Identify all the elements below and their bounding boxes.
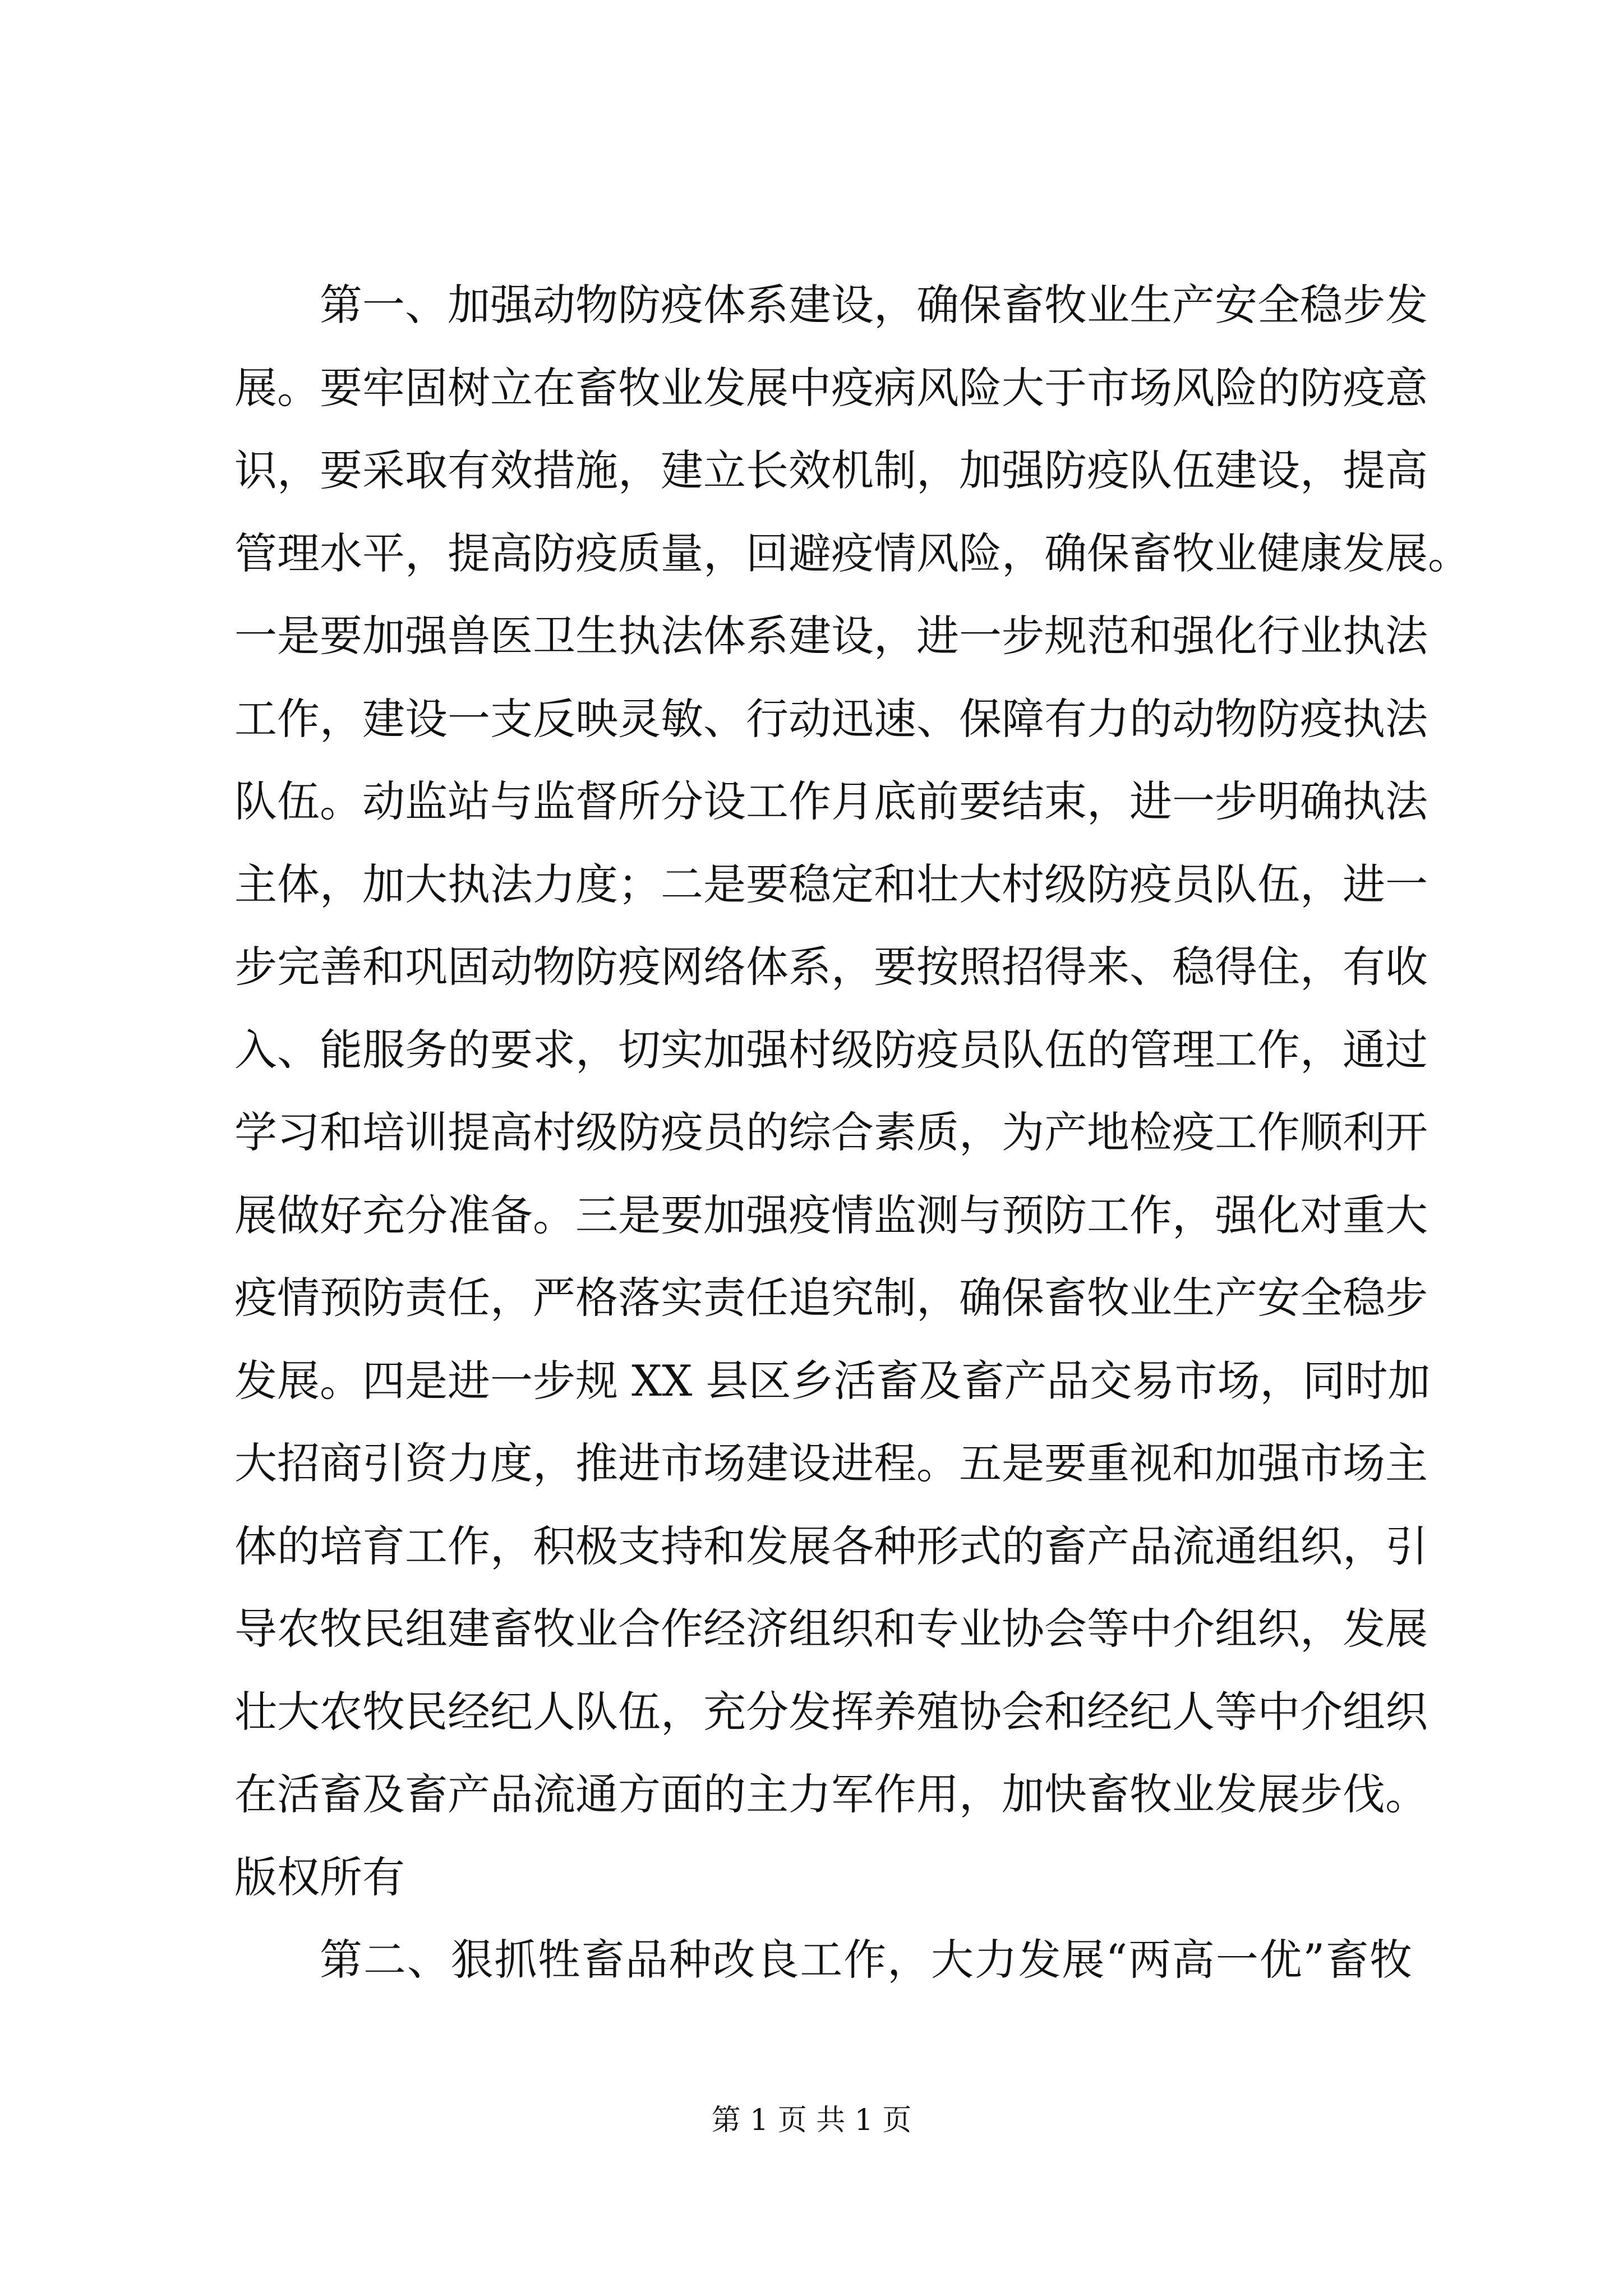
- text-line: 一是要加强兽医卫生执法体系建设，进一步规范和强化行业执法: [234, 611, 1428, 661]
- text-line: 主体，加大执法力度；二是要稳定和壮大村级防疫员队伍，进一: [234, 859, 1428, 909]
- text-line: 识，要采取有效措施，建立长效机制，加强防疫队伍建设，提高: [234, 445, 1428, 495]
- text-line: 大招商引资力度，推进市场建设进程。五是要重视和加强市场主: [234, 1438, 1428, 1488]
- text-line: 在活畜及畜产品流通方面的主力军作用，加快畜牧业发展步伐。: [234, 1769, 1428, 1819]
- text-line: 壮大农牧民经纪人队伍，充分发挥养殖协会和经纪人等中介组织: [234, 1686, 1428, 1737]
- body-text: [234, 264, 1470, 2001]
- text-line: 导农牧民组建畜牧业合作经济组织和专业协会等中介组织，发展: [234, 1604, 1428, 1654]
- text-line: 体的培育工作，积极支持和发展各种形式的畜产品流通组织，引: [234, 1521, 1428, 1571]
- text-line: 工作，建设一支反映灵敏、行动迅速、保障有力的动物防疫执法: [234, 693, 1428, 744]
- text-line: 管理水平，提高防疫质量，回避疫情风险，确保畜牧业健康发展。: [234, 528, 1470, 578]
- text-line: 发展。四是进一步规 XX 县区乡活畜及畜产品交易市场，同时加: [234, 1355, 1431, 1406]
- text-line: 入、能服务的要求，切实加强村级防疫员队伍的管理工作，通过: [234, 1024, 1428, 1075]
- text-line: 版权所有: [234, 1852, 405, 1902]
- text-line: 第二、狠抓牲畜品种改良工作，大力发展“两高一优”畜牧: [320, 1935, 1412, 1985]
- text-line: 展做好充分准备。三是要加强疫情监测与预防工作，强化对重大: [234, 1190, 1428, 1240]
- text-line: 疫情预防责任，严格落实责任追究制，确保畜牧业生产安全稳步: [234, 1273, 1428, 1323]
- page-footer: 第 1 页 共 1 页: [711, 2104, 912, 2137]
- text-line: 第一、加强动物防疫体系建设，确保畜牧业生产安全稳步发: [320, 280, 1428, 330]
- text-line: 队伍。动监站与监督所分设工作月底前要结束，进一步明确执法: [234, 776, 1428, 826]
- text-line: 展。要牢固树立在畜牧业发展中疫病风险大于市场风险的防疫意: [234, 362, 1428, 413]
- text-line: 学习和培训提高村级防疫员的综合素质，为产地检疫工作顺利开: [234, 1107, 1428, 1157]
- text-line: 步完善和巩固动物防疫网络体系，要按照招得来、稳得住，有收: [234, 942, 1428, 992]
